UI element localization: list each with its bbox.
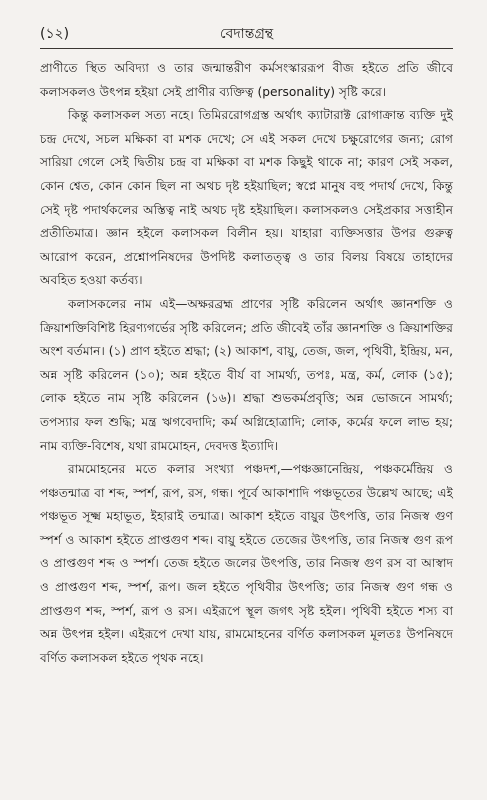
paragraph-2: কিন্তু কলাসকল সত্য নহে। তিমিররোগগ্রস্ত অর্থাৎ ক্যাটারাক্ট রোগাক্রান্ত ব্যক্তি দুই চন্দ্র দেখে, সচল মক্ষিকা বা মশক দেখে; সে এই সকল দেখে চক্ষুরোগের জন্য; রোগ সারিয়া গেলে সেই দ্বিতীয় চন্দ্র বা মক্ষিকা বা মশক কিছুই থাকে না; কারণ সেই সকল, কোন শ্বেত, কোন কোন ছিল না অথচ দৃষ্ট হইয়াছিল; স্বপ্নে মানুষ বহু পদার্থ দেখে, কিন্তু সেই দৃষ্ট পদার্থকলের অস্তিত্ব নাই অথচ দৃষ্ট হইয়াছিল। কলাসকলও সেইপ্রকার সত্তাহীন প্রতীতিমাত্র। জ্ঞান হইলে কলাসকল বিলীন হয়। যাহারা ব্যক্তিসত্তার উপর গুরুত্ব আরোপ করেন, প্রশ্নোপনিষদের উপদিষ্ট কলাতত্ত্ব ও তার বিলয় বিষয়ে তাহাদের অবহিত হওয়া কর্তব্য। (40, 108, 453, 288)
running-title: বেদান্তগ্রন্থ (219, 26, 274, 42)
paragraph-4: রামমোহনের মতে কলার সংখ্যা পঞ্চদশ,—পঞ্চজ্ঞানেন্দ্রিয়, পঞ্চকর্মেন্দ্রিয় ও পঞ্চতন্মাত্র বা শব্দ, স্পর্শ, রূপ, রস, গন্ধ। পূর্বে আকাশাদি পঞ্চভূতের উল্লেখ আছে; এই পঞ্চভূত সূক্ষ্ম মহাভূত, ইহারাই তন্মাত্র। আকাশ হইতে বায়ুর উৎপত্তি, তার নিজস্ব গুণ স্পর্শ ও আকাশ হইতে প্রাপ্তগুণ শব্দ। বায়ু হইতে তেজের উৎপত্তি, তার নিজস্ব গুণ রূপ ও প্রাপ্তগুণ শব্দ ও স্পর্শ। তেজ হইতে জলের উৎপত্তি, তার নিজস্ব গুণ রস বা আস্বাদ ও প্রাপ্তগুণ শব্দ, স্পর্শ, রূপ। জল হইতে পৃথিবীর উৎপত্তি; তার নিজস্ব গুণ গন্ধ ও প্রাপ্তগুণ শব্দ, স্পর্শ, রূপ ও রস। এইরূপে স্থূল জগৎ সৃষ্ট হইল। পৃথিবী হইতে শস্য বা অন্ন উৎপন্ন হইল। এইরূপে দেখা যায়, রামমোহনের বর্ণিত কলাসকল মূলতঃ উপনিষদে বর্ণিত কলাসকল হইতে পৃথক নহে। (40, 462, 453, 665)
page-number: (১২) (40, 26, 70, 42)
page-header (40, 18, 453, 49)
paragraph-3: কলাসকলের নাম এই—অক্ষরব্রহ্ম প্রাণের সৃষ্টি করিলেন অর্থাৎ জ্ঞানশক্তি ও ক্রিয়াশক্তিবিশিষ্ট হিরণ্যগর্ভের সৃষ্টি করিলেন; প্রতি জীবেই তাঁর জ্ঞানশক্তি ও ক্রিয়াশক্তির অংশ বর্তমান। (১) প্রাণ হইতে শ্রদ্ধা; (২) আকাশ, বায়ু, তেজ, জল, পৃথিবী, ইন্দ্রিয়, মন, অন্ন সৃষ্টি করিলেন (১০); অন্ন হইতে বীর্য বা সামর্থ্য, তপঃ, মন্ত্র, কর্ম, লোক (১৫); লোক হইতে নাম সৃষ্টি করিলেন (১৬)। শ্রদ্ধা শুভকর্মপ্রবৃত্তি; অন্ন ভোজনে সামর্থ্য; তপস্যার ফল শুদ্ধি; মন্ত্র ঋগবেদাদি; কর্ম অগ্নিহোত্রাদি; লোক, কর্মের ফলে লাভ হয়; নাম ব্যক্তি-বিশেষ, যথা রামমোহন, দেবদত্ত ইত্যাদি। (40, 296, 453, 453)
paragraph-1: প্রাণীতে স্থিত অবিদ্যা ও তার জন্মান্তরীণ কর্মসংস্কাররূপ বীজ হইতে প্রতি জীবে কলাসকলও উৎপন্ন হইয়া সেই প্রাণীর ব্যক্তিত্ব (personality) সৃষ্টি করে। (40, 61, 453, 99)
page-body (40, 57, 453, 670)
